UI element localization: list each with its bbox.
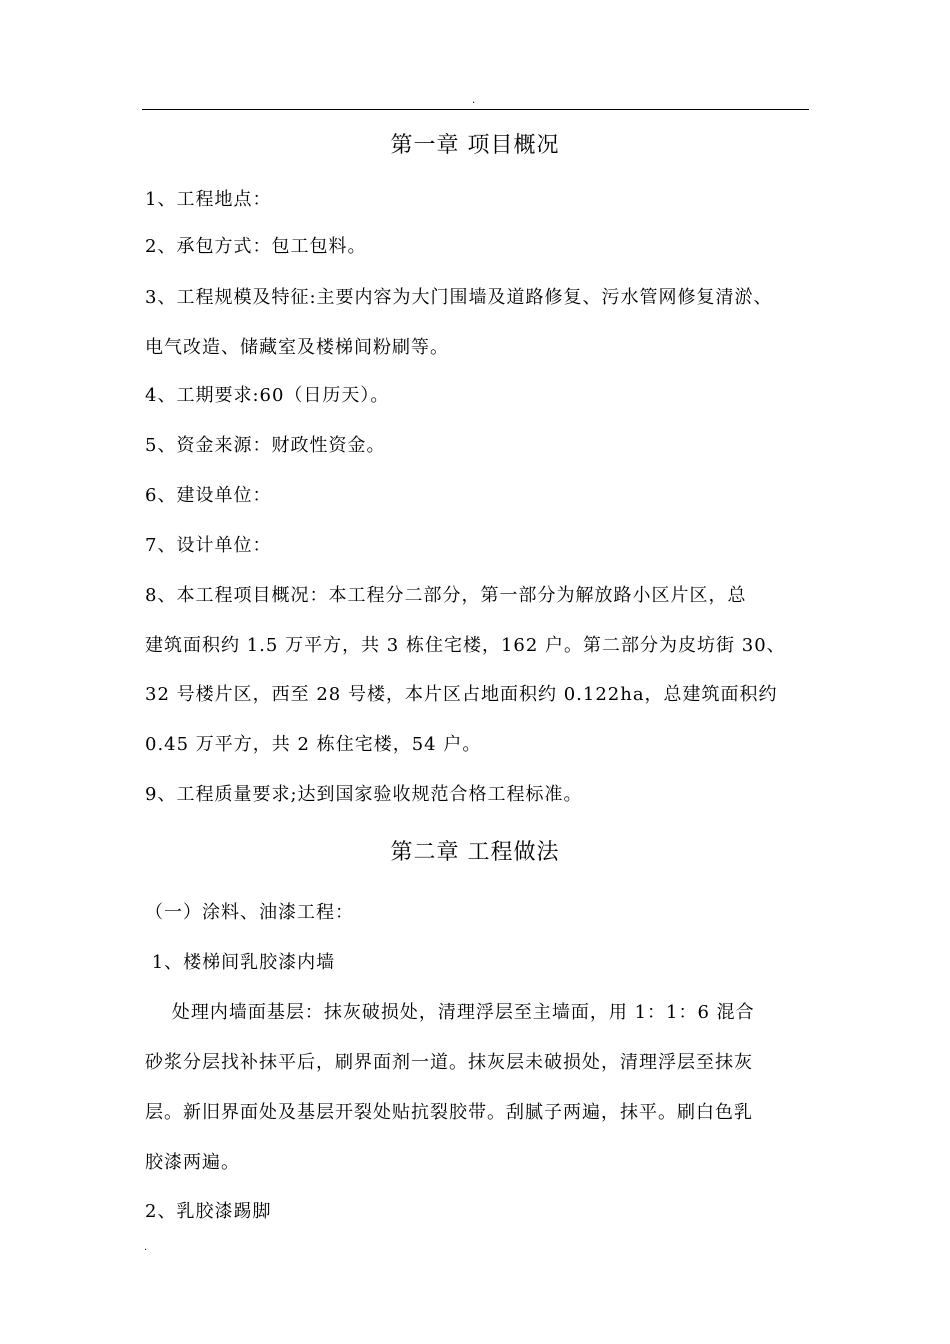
chapter1-item-9: 9、工程质量要求;达到国家验收规范合格工程标准。 bbox=[145, 784, 583, 805]
chapter1-item-8-cont-3: 0.45 万平方，共 2 栋住宅楼，54 户。 bbox=[145, 734, 482, 755]
chapter1-item-2: 2、承包方式：包工包料。 bbox=[145, 236, 367, 257]
header-rule bbox=[142, 109, 809, 110]
chapter1-item-8: 8、本工程项目概况：本工程分二部分，第一部分为解放路小区片区，总 bbox=[145, 585, 747, 606]
chapter1-item-5: 5、资金来源：财政性资金。 bbox=[145, 435, 386, 456]
chapter2-section-1: （一）涂料、油漆工程： bbox=[145, 902, 354, 923]
footer-dot: . bbox=[144, 1242, 148, 1253]
chapter1-item-7: 7、设计单位： bbox=[145, 535, 272, 556]
chapter1-item-8-cont-1: 建筑面积约 1.5 万平方，共 3 栋住宅楼，162 户。第二部分为皮坊街 30、 bbox=[145, 635, 786, 656]
chapter2-title: 第二章 工程做法 bbox=[390, 840, 560, 865]
chapter2-paragraph-line-4: 胶漆两遍。 bbox=[145, 1152, 240, 1173]
chapter2-paragraph-line-2: 砂浆分层找补抹平后，刷界面剂一道。抹灰层未破损处，清理浮层至抹灰 bbox=[145, 1052, 753, 1073]
chapter2-item-2: 2、乳胶漆踢脚 bbox=[145, 1201, 272, 1222]
chapter1-item-8-cont-2: 32 号楼片区，西至 28 号楼，本片区占地面积约 0.122ha，总建筑面积约 bbox=[145, 684, 778, 705]
chapter1-item-3-cont: 电气改造、储藏室及楼梯间粉刷等。 bbox=[145, 337, 449, 358]
chapter1-item-3: 3、工程规模及特征:主要内容为大门围墙及道路修复、污水管网修复清淤、 bbox=[145, 287, 773, 308]
chapter2-paragraph-line-3: 层。新旧界面处及基层开裂处贴抗裂胶带。刮腻子两遍，抹平。刷白色乳 bbox=[145, 1102, 753, 1123]
chapter2-paragraph-line-1: 处理内墙面基层：抹灰破损处，清理浮层至主墙面，用 1：1：6 混合 bbox=[145, 1002, 755, 1023]
chapter1-item-1: 1、工程地点： bbox=[145, 189, 272, 210]
chapter2-item-1: 1、楼梯间乳胶漆内墙 bbox=[145, 952, 336, 973]
chapter1-title: 第一章 项目概况 bbox=[390, 133, 560, 158]
chapter1-item-6: 6、建设单位： bbox=[145, 485, 272, 506]
header-dot: . bbox=[472, 95, 476, 106]
chapter1-item-4: 4、工期要求:60（日历天）。 bbox=[145, 385, 390, 406]
